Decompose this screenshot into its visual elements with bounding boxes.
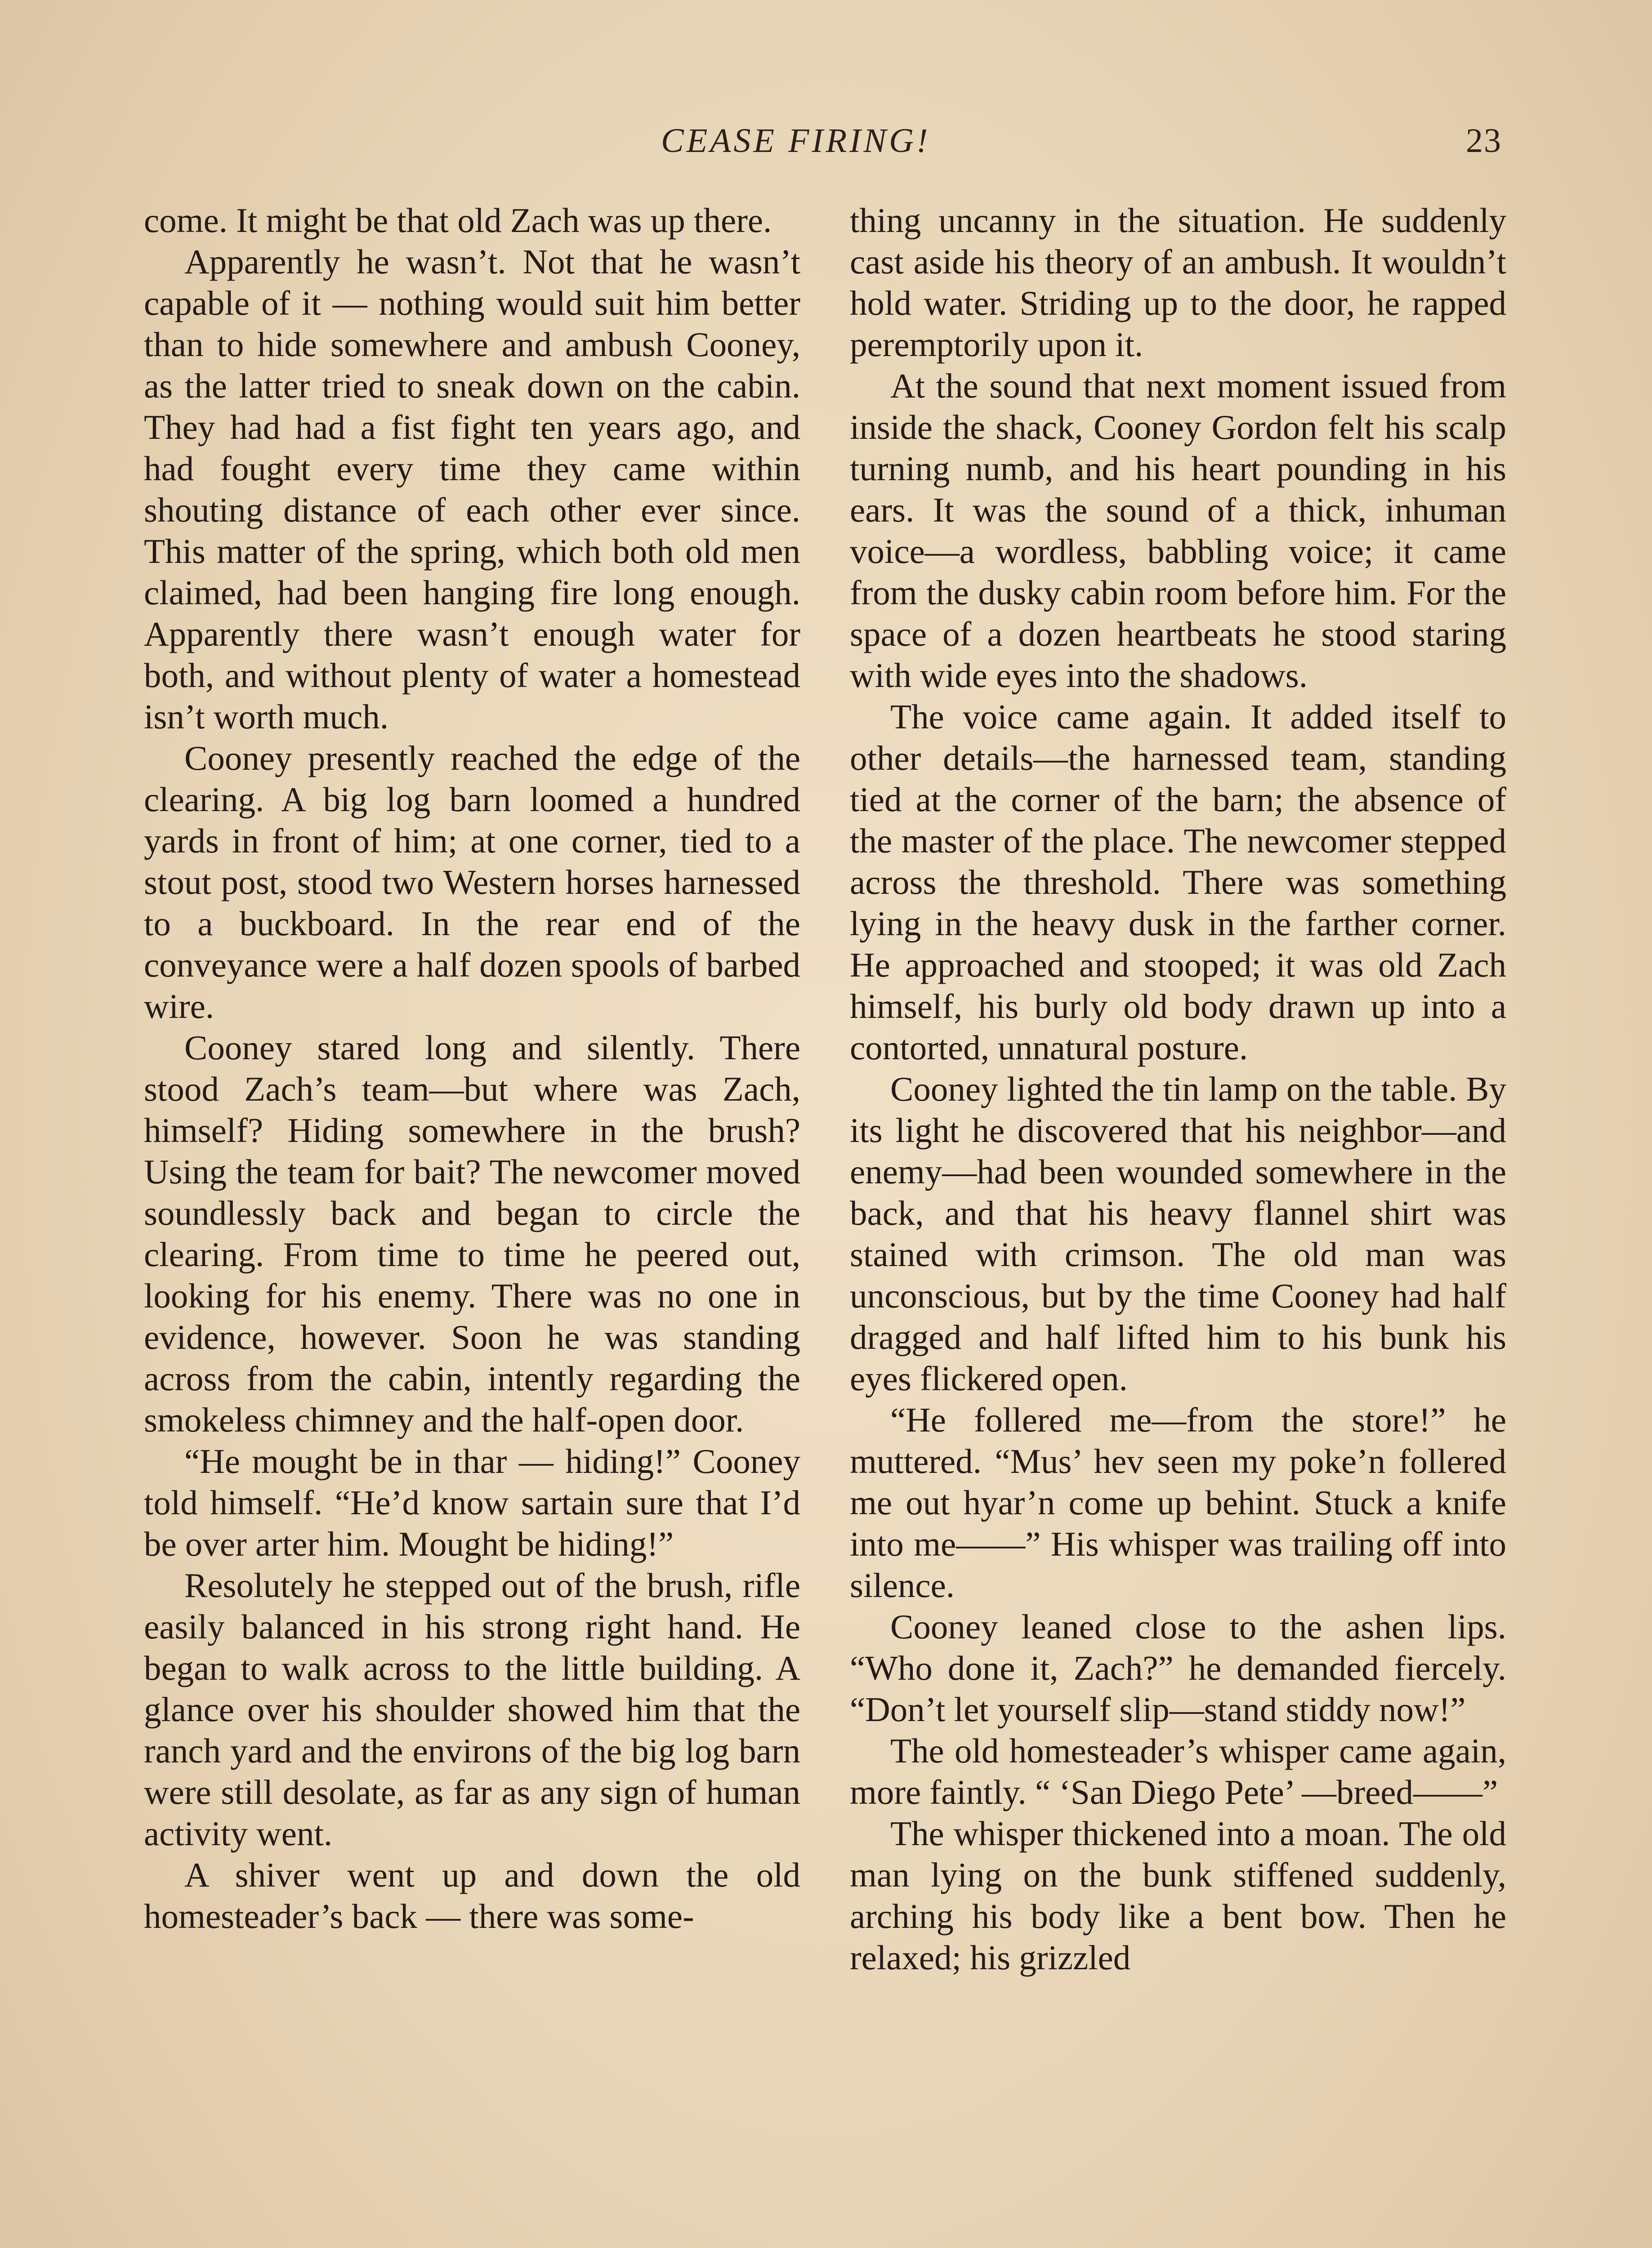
paragraph: A shiver went up and down the old homesteader’s back — there was some- bbox=[144, 1855, 800, 1936]
paragraph: At the sound that next moment issued from inside the shack, Cooney Gordon felt his scalp turning numb, and his heart pounding in his ears. It was the sound of a thick, inhuman voice—a wordless, babbling voice; it came from the dusky cabin room before him. For the space of a dozen heartbeats he stood staring with wide eyes into the shadows. bbox=[850, 366, 1506, 695]
paragraph: thing uncanny in the situation. He suddenly cast aside his theory of an ambush. It wouldn’t hold water. Striding up to the door, he rapped peremptorily upon it. bbox=[850, 201, 1506, 364]
paragraph: Apparently he wasn’t. Not that he wasn’t capable of it — nothing would suit him better than to hide somewhere and ambush Cooney, as the latter tried to sneak down on the cabin. They had had a fist fight ten years ago, and had fought every time they came within shouting distance of each other ever since. This matter of the spring, which both old men claimed, had been hanging fire long enough. Apparently there wasn’t enough water for both, and without plenty of water a homestead isn’t worth much. bbox=[144, 242, 800, 736]
paragraph: come. It might be that old Zach was up there. bbox=[144, 201, 772, 240]
paragraph: Cooney leaned close to the ashen lips. “Who done it, Zach?” he demanded fiercely. “Don’t let yourself slip—stand stiddy now!” bbox=[850, 1607, 1506, 1729]
paragraph: The voice came again. It added itself to other details—the harnessed team, standing tied at the corner of the barn; the absence of the master of the place. The newcomer stepped across the threshold. There was something lying in the heavy dusk in the farther corner. He approached and stooped; it was old Zach himself, his burly old body drawn up into a contorted, unnatural posture. bbox=[850, 697, 1506, 1067]
paragraph: The whisper thickened into a moan. The old man lying on the bunk stiffened suddenly, arching his body like a bent bow. Then he relaxed; his grizzled bbox=[850, 1814, 1506, 1977]
paragraph: Resolutely he stepped out of the brush, rifle easily balanced in his strong right hand. He began to walk across to the little building. A glance over his shoulder showed him that the ranch yard and the environs of the big log barn were still desolate, as far as any sign of human activity went. bbox=[144, 1566, 800, 1853]
paragraph: “He mought be in thar — hiding!” Cooney told himself. “He’d know sartain sure that I’d be over arter him. Mought be hiding!” bbox=[144, 1442, 800, 1563]
paragraph: Cooney presently reached the edge of the clearing. A big log barn loomed a hundred yards in front of him; at one corner, tied to a stout post, stood two Western horses harnessed to a buckboard. In the rear end of the conveyance were a half dozen spools of barbed wire. bbox=[144, 739, 800, 1026]
running-header bbox=[0, 121, 1652, 171]
paragraph: The old homesteader’s whisper came again, more faintly. “ ‘San Diego Pete’ —breed——” bbox=[850, 1731, 1506, 1811]
running-title: CEASE FIRING! bbox=[661, 122, 931, 160]
paragraph: Cooney lighted the tin lamp on the table. By its light he discovered that his neighbor—and enemy—had been wounded somewhere in the back, and that his heavy flannel shirt was stained with crimson. The old man was unconscious, but by the time Cooney had half dragged and half lifted him to his bunk his eyes flickered open. bbox=[850, 1070, 1506, 1398]
page-number: 23 bbox=[1466, 122, 1502, 160]
paragraph: “He follered me—from the store!” he muttered. “Mus’ hev seen my poke’n follered me out hyar’n come up behint. Stuck a knife into me——” His whisper was trailing off into silence. bbox=[850, 1401, 1506, 1605]
paragraph: Cooney stared long and silently. There stood Zach’s team—but where was Zach, himself? Hiding somewhere in the brush? Using the team for bait? The newcomer moved soundlessly back and began to circle the clearing. From time to time he peered out, looking for his enemy. There was no one in evidence, however. Soon he was standing across from the cabin, intently regarding the smokeless chimney and the half-open door. bbox=[144, 1028, 800, 1439]
left-column bbox=[144, 200, 800, 1937]
right-column bbox=[850, 200, 1506, 1978]
